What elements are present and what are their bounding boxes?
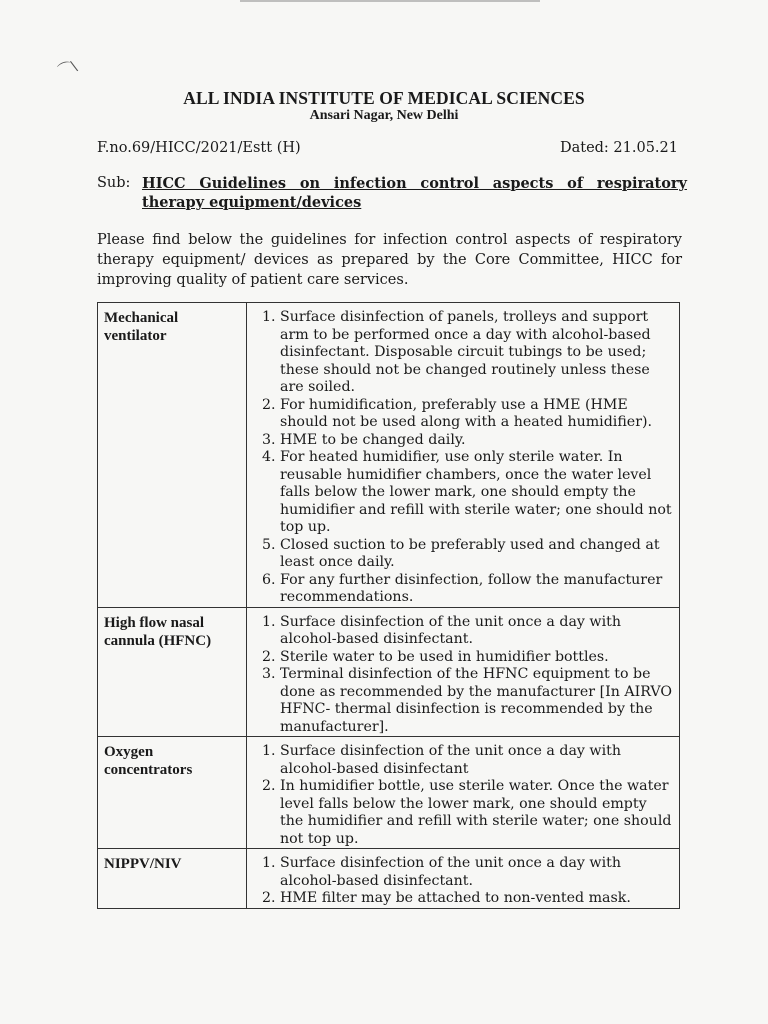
equipment-name: High flow nasal cannula (HFNC) — [98, 607, 247, 737]
guidelines-table-body — [98, 303, 680, 909]
step-item: 2. For humidification, preferably use a HME (HME should not be used along with a heated humidifier). — [280, 397, 673, 432]
steps-list — [253, 309, 673, 607]
step-item: 1. Surface disinfection of the unit once a day with alcohol-based disinfectant — [280, 743, 673, 778]
document-date: Dated: 21.05.21 — [559, 140, 678, 156]
equipment-steps — [247, 737, 680, 849]
step-item: 1. Surface disinfection of panels, trolleys and support arm to be performed once a day with alcohol-based disinfectant. Disposable circuit tubings to be used; these should not be changed routinely unless these are soiled. — [280, 309, 673, 397]
equipment-name: NIPPV/NIV — [98, 849, 247, 909]
equipment-row — [98, 303, 680, 608]
equipment-name: Oxygen concentrators — [98, 737, 247, 849]
step-item: 2. In humidifier bottle, use sterile water. Once the water level falls below the lower mark, one should empty the humidifier and refill with sterile water; one should not top up. — [280, 778, 673, 848]
step-item: 1. Surface disinfection of the unit once a day with alcohol-based disinfectant. — [280, 855, 673, 890]
step-item: 2. Sterile water to be used in humidifier bottles. — [280, 649, 673, 667]
equipment-row — [98, 607, 680, 737]
equipment-name: Mechanical ventilator — [98, 303, 247, 608]
scan-artifact-line — [240, 0, 540, 2]
steps-list — [253, 743, 673, 848]
institution-address: Ansari Nagar, New Delhi — [309, 108, 459, 123]
equipment-steps — [247, 303, 680, 608]
intro-paragraph: Please find below the guidelines for infection control aspects of respiratory therapy equipment/ devices as prepared by the Core Committee, HICC for improving quality of patient care services. — [97, 232, 682, 288]
subject-block — [97, 174, 687, 212]
guidelines-table — [97, 302, 680, 909]
steps-list — [253, 855, 673, 908]
equipment-row — [98, 737, 680, 849]
scan-artifact-mark: ⌒\ — [56, 58, 80, 80]
equipment-steps — [247, 607, 680, 737]
file-number: F.no.69/HICC/2021/Estt (H) — [97, 140, 301, 156]
step-item: 5. Closed suction to be preferably used and changed at least once daily. — [280, 537, 673, 572]
subject-text: HICC Guidelines on infection control aspects of respiratory therapy equipment/devices — [142, 175, 687, 211]
step-item: 3. HME to be changed daily. — [280, 432, 673, 450]
steps-list — [253, 614, 673, 737]
step-item: 2. HME filter may be attached to non-vented mask. — [280, 890, 673, 908]
institution-title: ALL INDIA INSTITUTE OF MEDICAL SCIENCES — [183, 88, 585, 108]
equipment-row — [98, 849, 680, 909]
step-item: 4. For heated humidifier, use only sterile water. In reusable humidifier chambers, once the water level falls below the lower mark, one should empty the humidifier and refill with sterile water; one should not top up. — [280, 449, 673, 537]
step-item: 6. For any further disinfection, follow the manufacturer recommendations. — [280, 572, 673, 607]
subject-label: Sub: — [97, 175, 131, 191]
step-item: 1. Surface disinfection of the unit once a day with alcohol-based disinfectant. — [280, 614, 673, 649]
equipment-steps — [247, 849, 680, 909]
step-item: 3. Terminal disinfection of the HFNC equipment to be done as recommended by the manufacturer [In AIRVO HFNC- thermal disinfection is recommended by the manufacturer]. — [280, 666, 673, 736]
